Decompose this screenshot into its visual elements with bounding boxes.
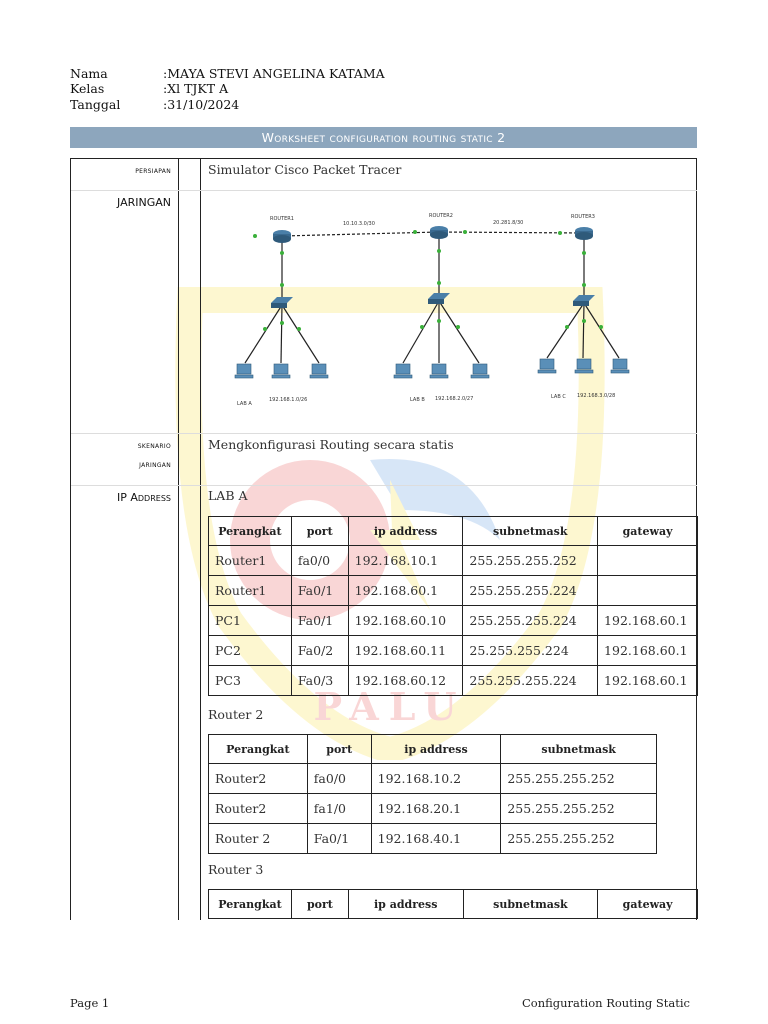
class-label: Kelas bbox=[70, 81, 105, 96]
date-value: :31/10/2024 bbox=[163, 97, 240, 112]
table-cell: 192.168.60.10 bbox=[348, 606, 463, 636]
ip-address-label: IP Address bbox=[117, 491, 171, 504]
table-row bbox=[209, 666, 698, 696]
column-header: port bbox=[291, 517, 348, 546]
footer-title: Configuration Routing Static bbox=[521, 996, 690, 1010]
table-cell: Router2 bbox=[209, 794, 308, 824]
table-cell: 25.255.255.224 bbox=[463, 636, 598, 666]
lab-a-label: LAB A bbox=[237, 401, 252, 407]
network-topology-diagram bbox=[225, 203, 650, 415]
table-cell: PC1 bbox=[209, 606, 292, 636]
name-value: :MAYA STEVI ANGELINA KATAMA bbox=[163, 66, 385, 81]
table-cell: fa0/0 bbox=[291, 546, 348, 576]
table-cell: 192.168.40.1 bbox=[371, 824, 501, 854]
table-cell: 192.168.60.11 bbox=[348, 636, 463, 666]
page-number: Page 1 bbox=[70, 996, 110, 1010]
table-row bbox=[209, 794, 657, 824]
column-divider-2 bbox=[200, 158, 201, 920]
link2-label: 20.281.8/30 bbox=[493, 220, 524, 226]
column-header: ip address bbox=[371, 735, 501, 764]
lab-b-network: 192.168.2.0/27 bbox=[435, 396, 474, 402]
table-cell: 255.255.255.252 bbox=[463, 546, 598, 576]
table-row bbox=[209, 764, 657, 794]
router2-label: ROUTER2 bbox=[429, 213, 453, 219]
table-cell: 192.168.60.12 bbox=[348, 666, 463, 696]
link1-label: 10.10.3.0/30 bbox=[343, 221, 375, 227]
table-row bbox=[209, 636, 698, 666]
table-cell: Router1 bbox=[209, 576, 292, 606]
table-cell bbox=[598, 546, 698, 576]
router1-label: ROUTER1 bbox=[270, 216, 294, 222]
column-header: gateway bbox=[598, 517, 698, 546]
lab-c-network: 192.168.3.0/28 bbox=[577, 393, 616, 399]
name-label: Nama bbox=[70, 66, 108, 81]
persiapan-label: persiapan bbox=[135, 166, 171, 176]
column-header: port bbox=[307, 735, 371, 764]
table-cell: 192.168.20.1 bbox=[371, 794, 501, 824]
table-cell: 255.255.255.224 bbox=[463, 576, 598, 606]
table-cell: fa1/0 bbox=[307, 794, 371, 824]
table-cell: 255.255.255.252 bbox=[501, 824, 657, 854]
column-header: subnetmask bbox=[463, 517, 598, 546]
table-header-row bbox=[209, 735, 657, 764]
column-header: subnetmask bbox=[501, 735, 657, 764]
table-cell: Router1 bbox=[209, 546, 292, 576]
lab-b-label: LAB B bbox=[410, 397, 425, 403]
table-cell: Router 2 bbox=[209, 824, 308, 854]
table-row bbox=[209, 576, 698, 606]
table-row bbox=[209, 606, 698, 636]
table-cell: 192.168.10.2 bbox=[371, 764, 501, 794]
jaringan-label: JARINGAN bbox=[117, 196, 171, 209]
lab-a-table bbox=[208, 516, 698, 696]
table-cell: Fa0/3 bbox=[291, 666, 348, 696]
router3-title: Router 3 bbox=[208, 862, 264, 877]
router3-label: ROUTER3 bbox=[571, 214, 595, 220]
table-row bbox=[209, 824, 657, 854]
table-cell: Fa0/2 bbox=[291, 636, 348, 666]
table-header-row bbox=[209, 517, 698, 546]
router-icon bbox=[273, 226, 593, 243]
table-header-row bbox=[209, 890, 698, 919]
column-header: gateway bbox=[598, 890, 698, 919]
row-divider bbox=[71, 190, 697, 191]
router2-table bbox=[208, 734, 657, 854]
column-header: ip address bbox=[348, 890, 463, 919]
table-cell: 192.168.10.1 bbox=[348, 546, 463, 576]
table-cell: 255.255.255.224 bbox=[463, 606, 598, 636]
router3-table bbox=[208, 889, 698, 919]
column-header: Perangkat bbox=[209, 517, 292, 546]
date-label: Tanggal bbox=[70, 97, 121, 112]
column-divider-1 bbox=[178, 158, 179, 920]
table-cell: PC3 bbox=[209, 666, 292, 696]
svg-text:PALU: PALU bbox=[313, 684, 467, 729]
skenario-label: skenario bbox=[137, 441, 171, 451]
router2-title: Router 2 bbox=[208, 707, 264, 722]
table-cell: 255.255.255.224 bbox=[463, 666, 598, 696]
class-value: :Xl TJKT A bbox=[163, 81, 229, 96]
table-row bbox=[209, 546, 698, 576]
skenario-value: Mengkonfigurasi Routing secara statis bbox=[208, 437, 454, 452]
table-cell: Fa0/1 bbox=[291, 576, 348, 606]
table-cell: 255.255.255.252 bbox=[501, 794, 657, 824]
pc-icon bbox=[235, 359, 629, 378]
table-cell: PC2 bbox=[209, 636, 292, 666]
lab-a-network: 192.168.1.0/26 bbox=[269, 397, 308, 403]
row-divider bbox=[71, 485, 697, 486]
row-divider bbox=[71, 433, 697, 434]
lab-c-label: LAB C bbox=[551, 394, 566, 400]
column-header: Perangkat bbox=[209, 890, 292, 919]
table-cell: 192.168.60.1 bbox=[598, 666, 698, 696]
table-cell bbox=[598, 576, 698, 606]
column-header: port bbox=[291, 890, 348, 919]
table-cell: fa0/0 bbox=[307, 764, 371, 794]
worksheet-title-banner: Worksheet configuration routing static 2 bbox=[70, 127, 697, 148]
table-cell: Fa0/1 bbox=[291, 606, 348, 636]
persiapan-value: Simulator Cisco Packet Tracer bbox=[208, 162, 402, 177]
table-cell: 192.168.60.1 bbox=[348, 576, 463, 606]
column-header: ip address bbox=[348, 517, 463, 546]
table-cell: 255.255.255.252 bbox=[501, 764, 657, 794]
lab-a-title: LAB A bbox=[208, 488, 248, 503]
table-cell: 192.168.60.1 bbox=[598, 636, 698, 666]
table-cell: Fa0/1 bbox=[307, 824, 371, 854]
column-header: subnetmask bbox=[463, 890, 598, 919]
table-cell: Router2 bbox=[209, 764, 308, 794]
switch-icon bbox=[271, 293, 595, 308]
skenario-label-line2: jaringan bbox=[139, 460, 171, 470]
column-header: Perangkat bbox=[209, 735, 308, 764]
table-cell: 192.168.60.1 bbox=[598, 606, 698, 636]
